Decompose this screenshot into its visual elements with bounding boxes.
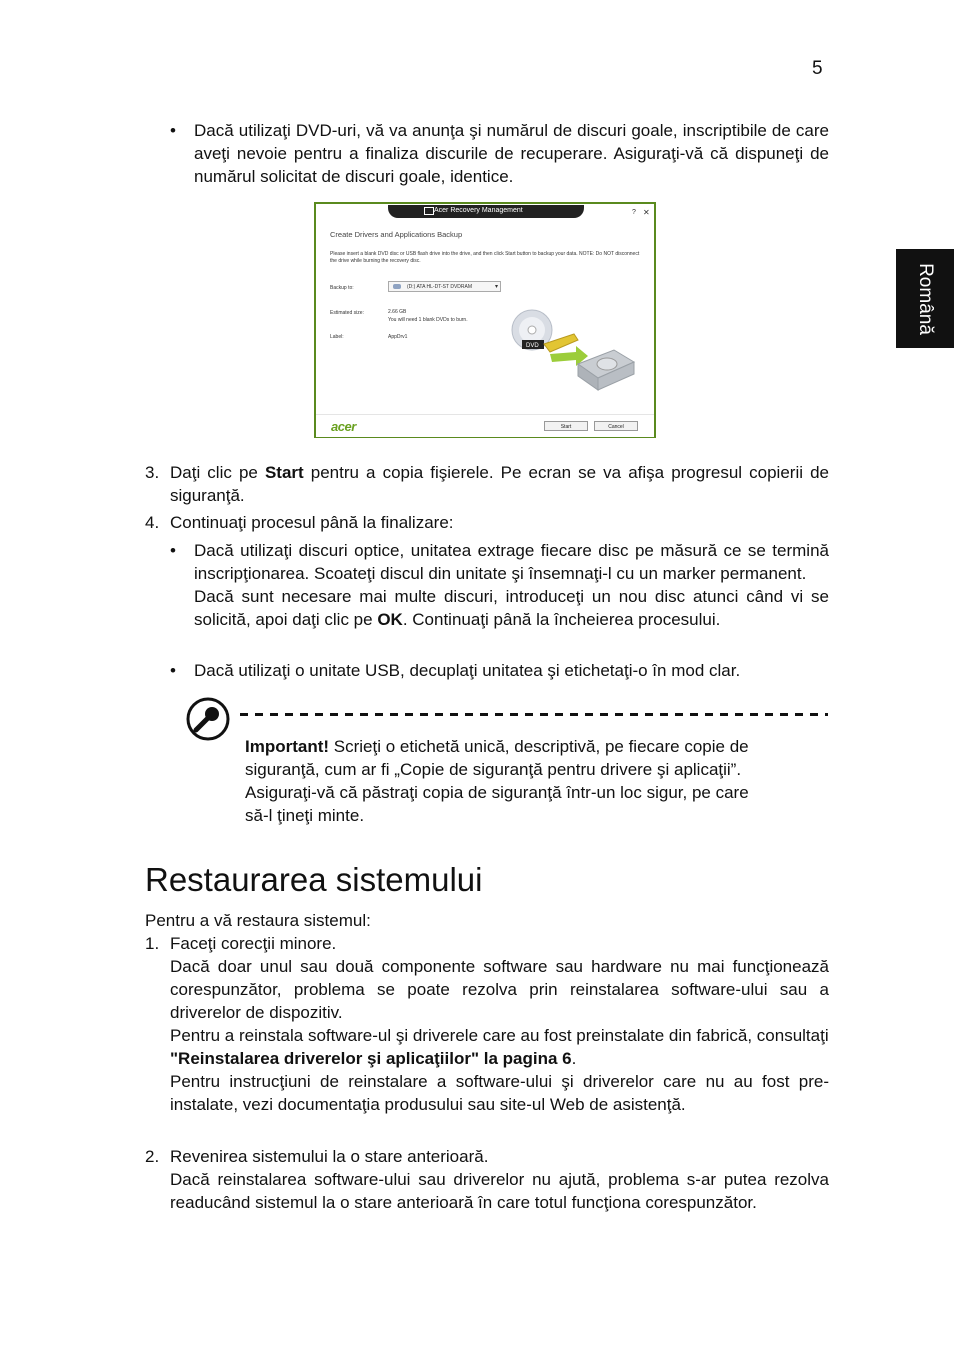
label-label: Label: bbox=[330, 334, 344, 340]
section-step-1-number: 1. bbox=[145, 934, 160, 953]
step-4-bullet-2: Dacă utilizaţi o unitate USB, decuplaţi unitatea şi etichetaţi-o în mod clar. bbox=[194, 661, 741, 680]
bullet-marker: • bbox=[170, 121, 176, 140]
window-title: Acer Recovery Management bbox=[434, 207, 523, 214]
wrench-icon bbox=[185, 696, 231, 742]
size-note: You will need 1 blank DVDs to burn. bbox=[388, 317, 468, 323]
section-intro: Pentru a vă restaura sistemul: bbox=[145, 911, 371, 930]
backup-dropdown[interactable] bbox=[388, 281, 501, 292]
bullet-marker: • bbox=[170, 661, 176, 680]
size-value: 2.66 GB bbox=[388, 309, 407, 315]
section-step-1: Faceţi corecţii minore. Dacă doar unul sau două componente software sau hardware nu mai funcţionează corespunzător, problema se poate rezolva prin reinstalarea software-ului sau a driverelor de dispozitiv. Pentru a reinstala software-ul şi driverele care au fost preinstalate din fabrică, consultaţi "Reinstalarea driverelor şi aplicaţiilor" la pagina 6. Pentru instrucţiuni de reinstalare a software-ului şi driverelor care nu au fost pre-instalate, vezi documentaţia produsului sau site-ul Web de asistenţă. bbox=[170, 934, 829, 1114]
bullet-marker: • bbox=[170, 541, 176, 560]
backup-dropdown-value: (D:) ATA HL-DT-ST DVDRAM bbox=[407, 284, 473, 290]
recovery-logo-icon bbox=[424, 207, 434, 215]
step-3-number: 3. bbox=[145, 463, 160, 482]
size-label: Estimated size: bbox=[330, 310, 364, 316]
drive-icon bbox=[393, 284, 401, 289]
window-instruction: Please insert a blank DVD disc or USB flash drive into the drive, and then click Start button to backup your data. NOTE: Do NOT disconnect the drive while burning the recovery disc. bbox=[330, 251, 640, 264]
acer-logo: acer bbox=[331, 419, 356, 434]
step-4-text: Continuaţi procesul până la finalizare: bbox=[170, 513, 454, 532]
cancel-button[interactable]: Cancel bbox=[594, 421, 638, 431]
help-button[interactable]: ? bbox=[632, 209, 636, 216]
backup-label: Backup to: bbox=[330, 285, 354, 291]
window-titlebar bbox=[316, 204, 654, 220]
language-tab bbox=[896, 249, 954, 348]
language-tab-label: Română bbox=[915, 263, 936, 335]
dvd-to-drive-illustration bbox=[506, 304, 646, 404]
section-step-2-number: 2. bbox=[145, 1147, 160, 1166]
recovery-window bbox=[314, 202, 656, 438]
label-value: AppDrv1 bbox=[388, 334, 408, 340]
important-note: Important! Scrieţi o etichetă unică, descriptivă, pe fiecare copie de siguranţă, cum ar fi „Copie de siguranţă pentru drivere şi aplicaţii”. Asiguraţi-vă că păstraţi copia de siguranţă într-un loc sigur, pe care să-l ţineţi minte. bbox=[245, 737, 749, 825]
section-step-2: Revenirea sistemului la o stare anterioară. Dacă reinstalarea software-ului sau driverelor nu ajută, problema s-ar putea rezolva readucând sistemul la o stare anterioară în care totul funcţiona corespunzător. bbox=[170, 1147, 829, 1212]
dvd-badge: DVD bbox=[526, 343, 539, 349]
chevron-down-icon: ▾ bbox=[494, 284, 498, 290]
step-4-number: 4. bbox=[145, 513, 160, 532]
reinstall-link[interactable]: "Reinstalarea driverelor şi aplicaţiilor" la pagina 6 bbox=[170, 1049, 572, 1068]
page-number: 5 bbox=[812, 58, 823, 79]
window-footer bbox=[316, 414, 654, 437]
close-button[interactable]: ✕ bbox=[643, 208, 650, 217]
intro-bullet-text: Dacă utilizaţi DVD-uri, vă va anunţa şi numărul de discuri goale, inscriptibile de care aveţi nevoie pentru a finaliza discurile de recuperare. Asiguraţi-vă că dispuneţi de numărul solicitat de discuri goale, identice. bbox=[194, 121, 829, 186]
start-button[interactable]: Start bbox=[544, 421, 588, 431]
note-divider bbox=[240, 713, 828, 716]
step-3-text: Daţi clic pe Start pentru a copia fişierele. Pe ecran se va afişa progresul copierii de siguranţă. bbox=[170, 463, 829, 505]
window-heading: Create Drivers and Applications Backup bbox=[330, 230, 463, 239]
section-title: Restaurarea sistemului bbox=[145, 861, 483, 898]
step-4-bullet-1: Dacă utilizaţi discuri optice, unitatea extrage fiecare disc pe măsură ce se termină inscripţionarea. Scoateţi discul din unitate şi însemnaţi-l cu un marker permanent. Dacă sunt necesare mai multe discuri, introduceţi un nou disc atunci când vi se solicită, apoi daţi clic pe OK. Continuaţi până la încheierea procesului. bbox=[194, 541, 829, 629]
